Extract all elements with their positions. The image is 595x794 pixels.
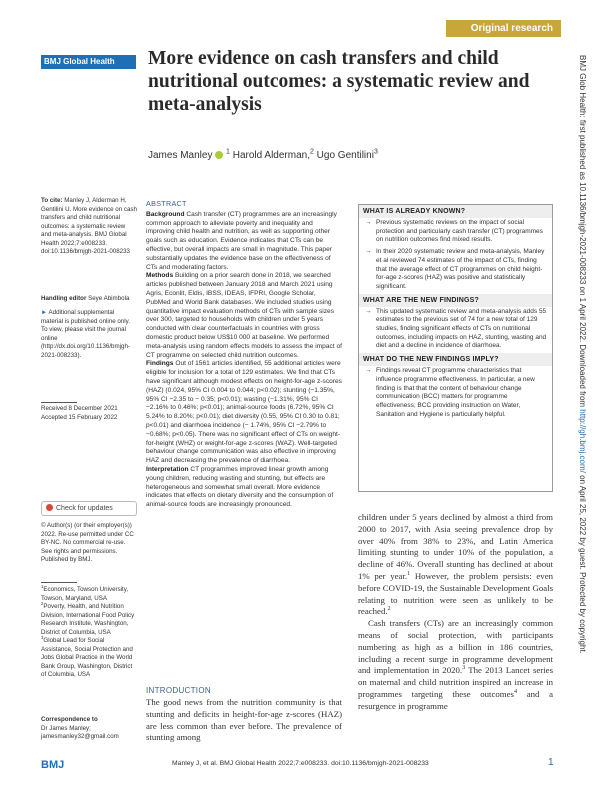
- introduction-text: The good news from the nutrition community is that stunting and deficits in height-for-age z-scores (HAZ) are less common than ever before. The prevalence of stunting among: [146, 697, 342, 743]
- author-2[interactable]: Harold Alderman,: [232, 150, 310, 161]
- author-list: [148, 150, 378, 161]
- page-number: 1: [548, 757, 554, 768]
- correspondence-name: Dr James Manley;: [41, 724, 91, 732]
- reference-mark[interactable]: 3: [462, 665, 466, 672]
- affiliations: $^1$Economics, Towson University, Towson, Maryland, USA $^2$Poverty, Health, and Nutrition Division, International Food Policy Research Institute, Washington, District of Columbia, USA $^3$Global Lead for Social Assistance, Social Protection and Jobs Global Practice in the World Bank Group, Washington, District of Columbia, USA: [41, 583, 135, 678]
- paragraph-text: Cash transfers (CTs) are an increasingly common means of social protection, with participants numbering as high as a billion in 186 countries, including a recent surge in programme development and implementation in 2020.: [358, 618, 553, 676]
- paragraph-text: However, the problem persists: even before COVID-19, the Sustainable Development Goals relating to nutrition were seen as unlikely to be reached.: [358, 570, 553, 617]
- handling-label: Handling editor: [41, 295, 87, 302]
- author-1-affil: 1: [226, 148, 230, 156]
- accepted-date: Accepted 15 February 2022: [41, 413, 118, 421]
- list-item: [359, 366, 552, 421]
- list-item-text: In their 2020 systematic review and meta-analysis, Manley et al reviewed 74 estimates of the impact of CTs, finding that the average effect of CT programmes on child height-for-age z-scores (HAZ) was positive and statistically significant.: [376, 248, 545, 290]
- correspondence: [41, 716, 137, 742]
- box-heading-known: WHAT IS ALREADY KNOWN?: [359, 205, 552, 218]
- background-text: Cash transfer (CT) programmes are an increasingly common approach to alleviate poverty and inequality and improving child health and nutrition, as well as supporting other goals such as education. Evidence indicates that CTs can be effective, but overall impacts are small in magnitude. This paper substantially updates the evidence base on the effectiveness of CTs and moderating factors.: [146, 210, 337, 271]
- list-item-text: Previous systematic reviews on the impact of social protection and particularly cash transfer (CT) programmes on nutrition outcomes find mixed results.: [376, 219, 543, 244]
- author-3[interactable]: Ugo Gentilini: [316, 150, 374, 161]
- arrow-icon: →: [365, 248, 372, 256]
- abstract: [146, 200, 342, 510]
- list-item-text: Findings reveal CT programme characteristics that influence programme effectiveness. In particular, a new finding is that that the content of behaviour change communication (BCC) matters for programme effectiveness; BCC providing instruction on Water, Sanitation and Hygiene is particularly helpful.: [376, 367, 535, 418]
- author-3-affil: 3: [373, 148, 378, 156]
- reference-mark[interactable]: 2: [387, 606, 391, 613]
- reference-mark[interactable]: 4: [513, 689, 518, 696]
- arrow-icon: →: [365, 367, 372, 375]
- journal-logo[interactable]: BMJ Global Health: [41, 55, 136, 69]
- side-download-note: [573, 55, 587, 775]
- interpretation-label: Interpretation: [146, 465, 189, 473]
- box-heading-imply: WHAT DO THE NEW FINDINGS IMPLY?: [359, 353, 552, 366]
- box-heading-new: WHAT ARE THE NEW FINDINGS?: [359, 294, 552, 307]
- findings-label: Findings: [146, 360, 174, 368]
- author-2-affil: 2: [309, 148, 314, 156]
- list-item-text: This updated systematic review and meta-analysis adds 55 estimates to the previous set of 74 for a new total of 129 studies, finding significant effects of CTs on nutritional outcomes, including impacts on HAZ, stunting, wasting and diet and a decline in incidence of diarrhoea.: [376, 307, 547, 350]
- methods-text: Building on a prior search done in 2018, we searched articles published between January 2018 and March 2021 using Agris, Econlit, Eldis, IBSS, IDEAS, IFPRI, Google Scholar, PubMed and World Bank databases. We included studies using quantitative impact evaluation methods of CTs with sample sizes over 300, targeted to households with children under 5 years conducted with clear counterfactuals in countries with gross domestic product below US$10 000 at baseline. We performed meta-analysis using random effects models to assess the impact of CT programme on selected child nutrition outcomes.: [146, 272, 342, 359]
- dates-block: [41, 405, 137, 422]
- correspondence-label: Correspondence to: [41, 716, 98, 723]
- paragraph-text: and a resurgence in programme: [358, 688, 553, 711]
- list-item: [359, 247, 552, 294]
- author-1[interactable]: James Manley: [148, 150, 213, 161]
- affiliation-3: Global Lead for Social Assistance, Social Protection and Jobs Global Practice in the World Bank Group, Washington, District of Columbia, USA: [41, 637, 133, 678]
- abstract-heading: ABSTRACT: [146, 199, 187, 208]
- reference-mark[interactable]: 1: [407, 571, 411, 578]
- crossmark-icon: [46, 504, 53, 511]
- bmj-footer-logo[interactable]: BMJ: [41, 759, 65, 771]
- orcid-icon[interactable]: [215, 151, 223, 159]
- supplemental-note: [41, 309, 137, 360]
- list-item: [359, 307, 552, 354]
- divider: [41, 402, 77, 403]
- background-label: Background: [146, 210, 185, 218]
- supplemental-text[interactable]: Additional supplemental material is published online only. To view, please visit the journal online (http://dx.doi.org/10.1136/bmjgh-2021-008233).: [41, 309, 130, 359]
- affiliation-1: Economics, Towson University, Towson, Maryland, USA: [41, 586, 129, 602]
- received-date: Received 8 December 2021: [41, 405, 118, 412]
- article-title: More evidence on cash transfers and child nutritional outcomes: a systematic review and meta-analysis: [148, 48, 530, 115]
- arrow-icon: →: [365, 307, 372, 315]
- triangle-icon: ►: [41, 309, 49, 316]
- divider: [41, 582, 77, 583]
- article-type-banner: Original research: [446, 20, 561, 37]
- side-note-text-end: on April 25, 2022 by guest. Protected by copyright.: [578, 472, 587, 654]
- handling-name: Seye Abimbola: [88, 295, 130, 302]
- paragraph-text: children under 5 years declined by almost a third from 2000 to 2017, with Asia seeing prevalence drop by over 40% from 38% to 23%, and Latin America limiting stunting to under 10% of the population, a decline of 46%. Overall stunting has declined at about 1% per year.: [358, 512, 553, 581]
- body-text-right: [358, 512, 553, 713]
- handling-editor: [41, 295, 137, 304]
- side-note-link[interactable]: http://gh.bmj.com/: [578, 409, 587, 473]
- check-updates-label: Check for updates: [56, 505, 113, 512]
- methods-label: Methods: [146, 272, 174, 280]
- cite-text: Manley J, Alderman H, Gentilini U. More evidence on cash transfers and child nutritional outcomes: a systematic review and meta-analysis. BMJ Global Health 2022;7:e008233. doi:10.1136/bmjgh-2021-008233: [41, 197, 137, 255]
- introduction-heading: INTRODUCTION: [146, 686, 211, 695]
- cite-label: To cite:: [41, 197, 63, 204]
- findings-text: Out of 1561 articles identified, 55 additional articles were eligible for inclusion for a total of 129 estimates. We find that CTs have significant although modest effects on height-for-age z-scores (HAZ) (0.024, 95% CI 0.004 to 0.044; p<0.02); stunting (−1.35%, 95% CI −2.35 to − 0.35; p<0.01); wasting (−1.31%, 95% CI −2.16% to 0.46%; p<0.01); animal-source foods (6.72%, 95% CI 5.24% to 8.20%; p<0.01); diet diversity (0.55, 95% CI 0.30 to 0.81; p<0.01) and diarrhoea incidence (− 1.74%, 95% CI −2.79% to −0.68%; p<0.05). There was no significant effect of CTs on weight-for-height (WHZ) or weight-for-age z-scores (WAZ). Well-targeted behaviour change communication was also effective in improving HAZ and decreasing the prevalence of diarrhoea.: [146, 360, 342, 465]
- correspondence-email[interactable]: jamesmanley32@gmail.com: [41, 733, 119, 740]
- interpretation-text: CT programmes improved linear growth among young children, reducing wasting and stunting, but effects are heterogeneous and somewhat small overall. More evidence indicates that effects on dietary diversity and the consumption of animal-source foods are increasingly pronounced.: [146, 465, 334, 509]
- cite-block: [41, 197, 137, 257]
- affiliation-2: Poverty, Health, and Nutrition Division, International Food Policy Research Institute, Washington, District of Columbia, USA: [41, 603, 135, 636]
- key-messages-box: [358, 204, 553, 492]
- list-item: [359, 218, 552, 247]
- side-note-text: BMJ Glob Health: first published as 10.1136/bmjgh-2021-008233 on 1 April 2022. Downloaded from: [578, 55, 587, 410]
- footer-citation: Manley J, et al. BMJ Global Health 2022;7:e008233. doi:10.1136/bmjgh-2021-008233: [172, 760, 429, 767]
- arrow-icon: →: [365, 219, 372, 226]
- paragraph-text: The 2013 Lancet series on maternal and child nutrition inspired an increase in programmes targeting these outcomes: [358, 665, 553, 699]
- check-for-updates-button[interactable]: [41, 501, 137, 516]
- copyright-note: © Author(s) (or their employer(s)) 2022. Re-use permitted under CC BY-NC. No commercial re-use. See rights and permissions. Published by BMJ.: [41, 522, 134, 563]
